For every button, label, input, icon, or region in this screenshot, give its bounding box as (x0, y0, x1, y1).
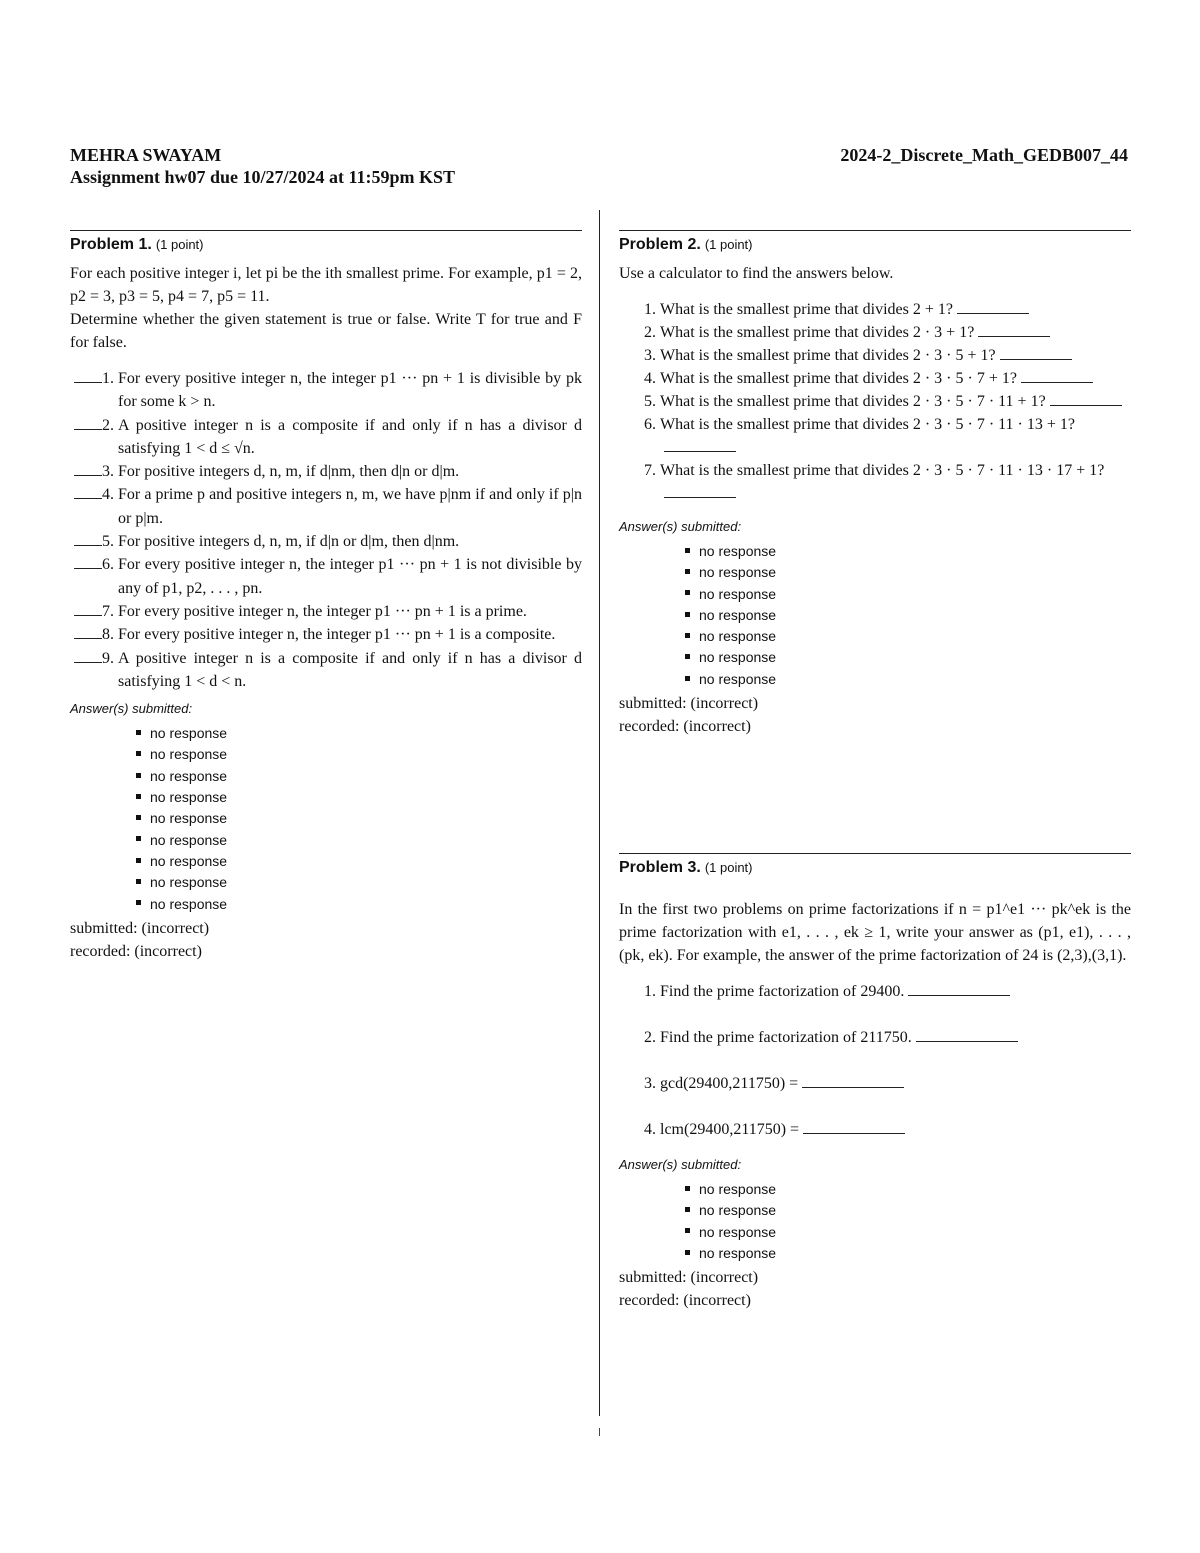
statement-number: 5. (102, 533, 114, 551)
response-item: no response (136, 872, 582, 893)
question-number: 4. (644, 1121, 656, 1138)
question-number: 6. (644, 416, 656, 433)
question-item (619, 1072, 1131, 1095)
question-text: What is the smallest prime that divides 2 · 3 · 5 · 7 + 1? (660, 370, 1017, 387)
statement-answer-blank (70, 414, 118, 461)
question-body (660, 344, 1131, 367)
problem-1-responses (136, 723, 582, 915)
answer-blank[interactable] (1000, 345, 1072, 360)
problem-2-heading (619, 235, 1131, 255)
statement-text: For positive integers d, n, m, if d|n or d|m, then d|nm. (118, 533, 460, 551)
question-body (660, 980, 1131, 1003)
answer-underline[interactable] (74, 417, 102, 430)
problem-2-points: (1 point) (704, 237, 753, 252)
problem-3-intro: In the first two problems on prime factorizations if n = p1^e1 ··· pk^ek is the prime factorization with e1, . . . , ek ≥ 1, write your answer as (p1, e1), . . . , (pk, ek). For example, the answer of the prime factorization of 24 is (2,3),(3,1). (619, 901, 1131, 964)
response-item: no response (685, 584, 1131, 605)
question-number: 1. (644, 301, 656, 318)
response-item: no response (685, 1200, 1131, 1221)
problem-1-intro-2: Determine whether the given statement is true or false. Write T for true and F for false. (70, 311, 582, 351)
question-number: 4. (644, 370, 656, 387)
problem-3-title: Problem 3. (619, 859, 701, 876)
statement-number: 6. (102, 556, 114, 574)
problem-2-title: Problem 2. (619, 236, 701, 253)
question-number: 7. (644, 462, 656, 479)
statement-answer-blank (70, 367, 118, 414)
question-text: What is the smallest prime that divides 2 + 1? (660, 301, 953, 318)
problem-3-questions (619, 980, 1131, 1141)
response-item: no response (136, 830, 582, 851)
answer-blank[interactable] (978, 322, 1050, 337)
question-body (660, 413, 1131, 459)
statement-item (70, 483, 582, 530)
problem-3-rule (619, 853, 1131, 854)
question-text: What is the smallest prime that divides 2 · 3 · 5 + 1? (660, 347, 996, 364)
response-item: no response (685, 1243, 1131, 1264)
problem-2-recorded: recorded: (incorrect) (619, 718, 751, 736)
problem-2-submitted: submitted: (incorrect) (619, 695, 759, 713)
question-item (619, 367, 1131, 390)
answer-underline[interactable] (74, 603, 102, 616)
problem-1-heading (70, 235, 582, 255)
statement-number: 8. (102, 626, 114, 644)
response-item: no response (136, 808, 582, 829)
response-item: no response (136, 787, 582, 808)
question-body (660, 1118, 1131, 1141)
statement-number: 1. (102, 370, 114, 387)
statement-answer-blank (70, 600, 118, 623)
problem-3-heading (619, 858, 1131, 878)
statement-answer-blank (70, 530, 118, 553)
answer-underline[interactable] (74, 650, 102, 663)
problem-3-submitted: submitted: (incorrect) (619, 1269, 759, 1287)
statement-text: A positive integer n is a composite if and only if n has a divisor d satisfying 1 < d < n. (118, 649, 582, 690)
answer-blank[interactable] (908, 981, 1010, 996)
question-text: lcm(29400,211750) = (660, 1121, 800, 1138)
question-text: What is the smallest prime that divides 2 · 3 · 5 · 7 · 11 · 13 · 17 + 1? (660, 462, 1105, 479)
question-body (660, 1072, 1131, 1095)
statement-answer-blank (70, 553, 118, 600)
question-item (619, 390, 1131, 413)
question-text: What is the smallest prime that divides 2 · 3 · 5 · 7 · 11 + 1? (660, 393, 1046, 410)
problem-1-answers-label: Answer(s) submitted: (70, 701, 193, 717)
response-item: no response (685, 1179, 1131, 1200)
response-item: no response (136, 894, 582, 915)
statement-item (70, 414, 582, 461)
question-text: What is the smallest prime that divides 2 · 3 + 1? (660, 324, 975, 341)
statement-text: For every positive integer n, the integer p1 ··· pn + 1 is not divisible by any of p1, p2, . . . , pn. (118, 556, 582, 597)
answer-blank[interactable] (957, 299, 1029, 314)
question-text: Find the prime factorization of 29400. (660, 983, 905, 1000)
answer-blank[interactable] (664, 437, 736, 452)
statement-number: 3. (102, 463, 114, 481)
answer-blank[interactable] (916, 1027, 1018, 1042)
answer-blank[interactable] (1021, 368, 1093, 383)
course-title: 2024-2_Discrete_Math_GEDB007_44 (840, 145, 1128, 165)
statement-item (70, 600, 582, 623)
problem-1-recorded: recorded: (incorrect) (70, 942, 202, 960)
problem-1-statements (70, 367, 582, 693)
answer-underline[interactable] (74, 486, 102, 499)
question-number: 2. (644, 1029, 656, 1046)
question-item (619, 298, 1131, 321)
problem-3 (619, 853, 1131, 1312)
problem-2-answers-label: Answer(s) submitted: (619, 519, 742, 534)
statement-item (70, 647, 582, 694)
response-item: no response (136, 744, 582, 765)
question-item (619, 459, 1131, 505)
answer-underline[interactable] (74, 463, 102, 476)
page-mark (599, 1428, 600, 1436)
question-item (619, 344, 1131, 367)
question-item (619, 1026, 1131, 1049)
statement-text: For positive integers d, n, m, if d|nm, then d|n or d|m. (118, 463, 460, 481)
problem-3-answers-label: Answer(s) submitted: (619, 1157, 742, 1172)
problem-2 (619, 230, 1131, 738)
answer-blank[interactable] (803, 1119, 905, 1134)
problem-3-responses (685, 1179, 1131, 1264)
column-divider (599, 210, 600, 1416)
answer-underline[interactable] (74, 370, 102, 383)
response-item: no response (685, 1222, 1131, 1243)
question-text: Find the prime factorization of 211750. (660, 1029, 912, 1046)
statement-item (70, 367, 582, 414)
problem-3-points: (1 point) (704, 860, 753, 875)
question-body (660, 298, 1131, 321)
answer-underline[interactable] (74, 533, 102, 546)
statement-answer-blank (70, 460, 118, 483)
problem-1 (70, 230, 582, 963)
response-item: no response (136, 723, 582, 744)
statement-text: For every positive integer n, the integer p1 ··· pn + 1 is divisible by pk for some k > n. (118, 370, 582, 411)
response-item: no response (685, 541, 1131, 562)
response-item: no response (685, 562, 1131, 583)
question-text: gcd(29400,211750) = (660, 1075, 799, 1092)
answer-blank[interactable] (664, 483, 736, 498)
statement-answer-blank (70, 483, 118, 530)
question-body (660, 321, 1131, 344)
statement-item (70, 530, 582, 553)
statement-text: For every positive integer n, the integer p1 ··· pn + 1 is a composite. (118, 626, 556, 644)
student-name: MEHRA SWAYAM (70, 145, 222, 165)
problem-1-rule (70, 230, 582, 231)
statement-number: 7. (102, 602, 114, 620)
statement-item (70, 623, 582, 646)
assignment-title: Assignment hw07 due 10/27/2024 at 11:59pm KST (70, 167, 456, 187)
problem-1-title: Problem 1. (70, 236, 152, 253)
problem-2-responses (685, 541, 1131, 690)
question-item (619, 1118, 1131, 1141)
problem-1-intro (70, 262, 582, 354)
response-item: no response (685, 605, 1131, 626)
response-item: no response (685, 669, 1131, 690)
question-number: 1. (644, 983, 656, 1000)
answer-underline[interactable] (74, 626, 102, 639)
question-number: 5. (644, 393, 656, 410)
question-number: 3. (644, 347, 656, 364)
problem-1-intro-1: For each positive integer i, let pi be the ith smallest prime. For example, p1 = 2, p2 = 3, p3 = 5, p4 = 7, p5 = 11. (70, 265, 582, 305)
statement-item (70, 460, 582, 483)
question-item (619, 980, 1131, 1003)
statement-number: 4. (102, 486, 114, 504)
question-item (619, 413, 1131, 459)
question-number: 3. (644, 1075, 656, 1092)
response-item: no response (685, 647, 1131, 668)
problem-1-submitted: submitted: (incorrect) (70, 919, 210, 937)
response-item: no response (136, 766, 582, 787)
statement-item (70, 553, 582, 600)
statement-number: 2. (102, 416, 114, 434)
question-text: What is the smallest prime that divides 2 · 3 · 5 · 7 · 11 · 13 + 1? (660, 416, 1076, 433)
question-body (660, 1026, 1131, 1049)
question-body (660, 459, 1131, 505)
statement-text: For every positive integer n, the integer p1 ··· pn + 1 is a prime. (118, 602, 527, 620)
answer-blank[interactable] (1050, 391, 1122, 406)
question-item (619, 321, 1131, 344)
problem-1-points: (1 point) (155, 237, 204, 252)
response-item: no response (685, 626, 1131, 647)
response-item: no response (136, 851, 582, 872)
statement-number: 9. (102, 649, 114, 667)
question-body (660, 390, 1131, 413)
statement-text: A positive integer n is a composite if and only if n has a divisor d satisfying 1 < d ≤ √n. (118, 416, 582, 457)
question-number: 2. (644, 324, 656, 341)
problem-2-rule (619, 230, 1131, 231)
problem-2-intro: Use a calculator to find the answers below. (619, 265, 894, 282)
question-body (660, 367, 1131, 390)
problem-2-questions (619, 298, 1131, 505)
statement-text: For a prime p and positive integers n, m, we have p|nm if and only if p|n or p|m. (118, 486, 582, 527)
statement-answer-blank (70, 647, 118, 694)
statement-answer-blank (70, 623, 118, 646)
answer-blank[interactable] (802, 1073, 904, 1088)
problem-3-recorded: recorded: (incorrect) (619, 1292, 751, 1310)
answer-underline[interactable] (74, 556, 102, 569)
